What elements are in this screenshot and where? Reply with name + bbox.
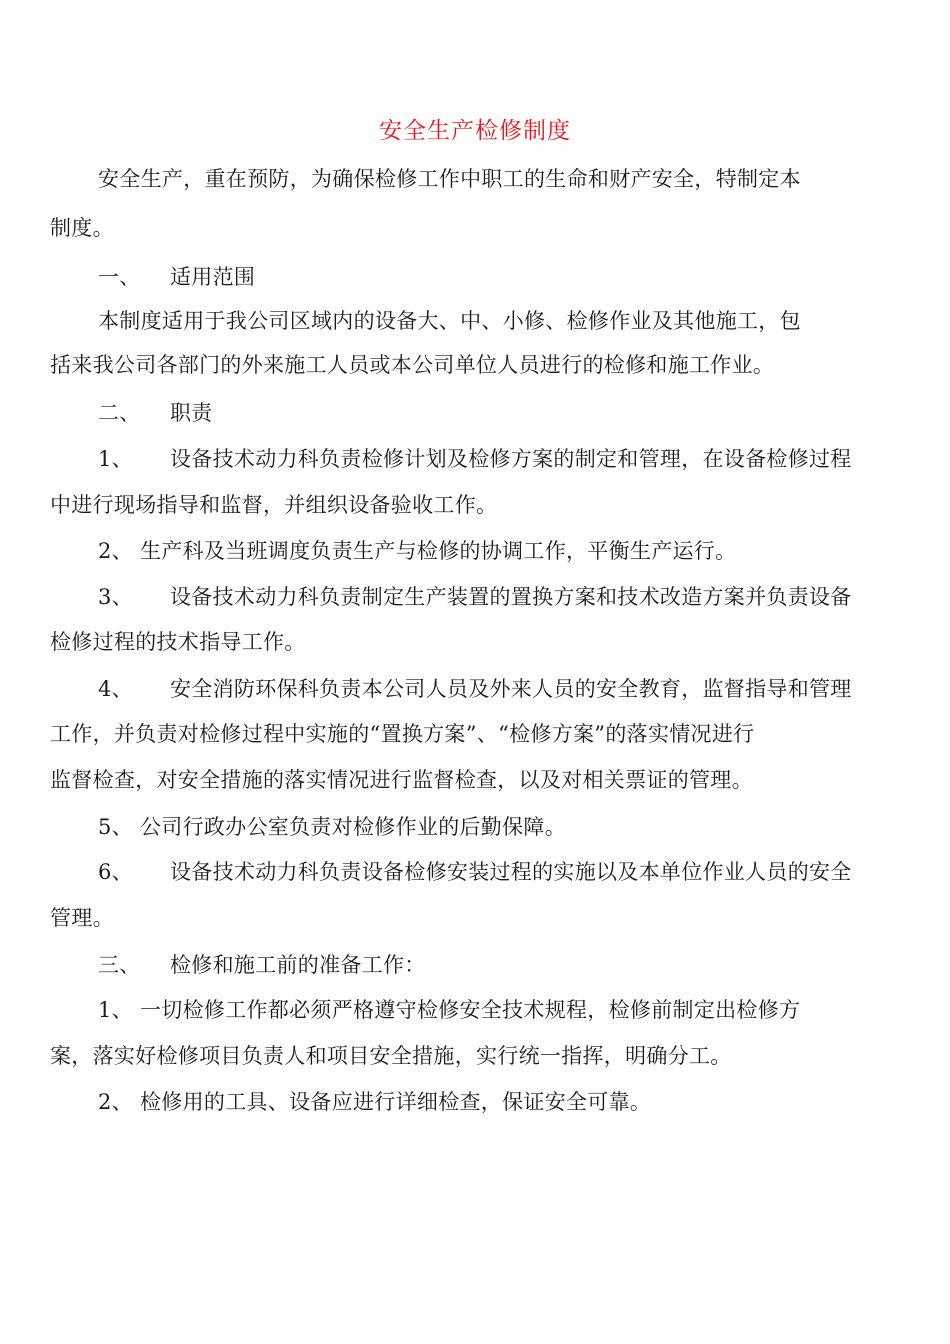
intro-line-2: 制度。	[50, 216, 114, 240]
section-1-text-line-1: 本制度适用于我公司区域内的设备大、中、小修、检修作业及其他施工，包	[98, 309, 801, 333]
duty-item-5-line-1	[98, 812, 566, 842]
duty-item-6-line-2: 管理。	[50, 906, 114, 930]
duty-item-2-number: 2、	[98, 539, 133, 563]
prep-item-1-text: 一切检修工作都必须严格遵守检修安全技术规程，检修前制定出检修方	[140, 998, 801, 1022]
duty-item-6-number: 6、	[98, 860, 133, 884]
section-2-number: 二、	[98, 401, 141, 425]
duty-item-4-line-3: 监督检查，对安全措施的落实情况进行监督检查，以及对相关票证的管理。	[50, 768, 753, 792]
section-2-heading	[98, 398, 213, 428]
prep-item-2-number: 2、	[98, 1090, 133, 1114]
section-1-text-line-2: 括来我公司各部门的外来施工人员或本公司单位人员进行的检修和施工作业。	[50, 353, 775, 377]
duty-item-3-line-1	[98, 582, 852, 612]
prep-item-1-number: 1、	[98, 998, 133, 1022]
document-title: 安全生产检修制度	[379, 118, 571, 144]
section-1-heading	[98, 262, 255, 292]
duty-item-6-text: 设备技术动力科负责设备检修安装过程的实施以及本单位作业人员的安全	[170, 860, 852, 884]
section-2-title: 职责	[170, 401, 213, 425]
duty-item-6-line-1	[98, 857, 852, 887]
duty-item-3-text: 设备技术动力科负责制定生产装置的置换方案和技术改造方案并负责设备	[170, 585, 852, 609]
duty-item-1-line-1	[98, 444, 852, 474]
prep-item-2-text: 检修用的工具、设备应进行详细检查，保证安全可靠。	[140, 1090, 652, 1114]
section-3-title: 检修和施工前的准备工作：	[170, 953, 426, 977]
prep-item-2-line-1	[98, 1087, 651, 1117]
duty-item-4-line-1	[98, 674, 852, 704]
duty-item-3-line-2: 检修过程的技术指导工作。	[50, 630, 306, 654]
section-3-number: 三、	[98, 953, 141, 977]
duty-item-4-line-2: 工作，并负责对检修过程中实施的“置换方案”、“检修方案”的落实情况进行	[50, 722, 755, 746]
prep-item-1-line-1	[98, 995, 800, 1025]
duty-item-1-line-2: 中进行现场指导和监督，并组织设备验收工作。	[50, 493, 498, 517]
duty-item-5-number: 5、	[98, 815, 133, 839]
section-1-number: 一、	[98, 265, 141, 289]
section-3-heading	[98, 950, 426, 980]
prep-item-1-line-2: 案，落实好检修项目负责人和项目安全措施，实行统一指挥，明确分工。	[50, 1044, 732, 1068]
intro-line-1: 安全生产，重在预防，为确保检修工作中职工的生命和财产安全，特制定本	[98, 167, 801, 191]
duty-item-1-text: 设备技术动力科负责检修计划及检修方案的制定和管理，在设备检修过程	[170, 447, 852, 471]
duty-item-5-text: 公司行政办公室负责对检修作业的后勤保障。	[140, 815, 566, 839]
duty-item-4-text: 安全消防环保科负责本公司人员及外来人员的安全教育，监督指导和管理	[170, 677, 852, 701]
duty-item-3-number: 3、	[98, 585, 133, 609]
duty-item-1-number: 1、	[98, 447, 133, 471]
duty-item-4-number: 4、	[98, 677, 133, 701]
section-1-title: 适用范围	[170, 265, 256, 289]
duty-item-2-line-1	[98, 536, 736, 566]
duty-item-2-text: 生产科及当班调度负责生产与检修的协调工作，平衡生产运行。	[140, 539, 737, 563]
